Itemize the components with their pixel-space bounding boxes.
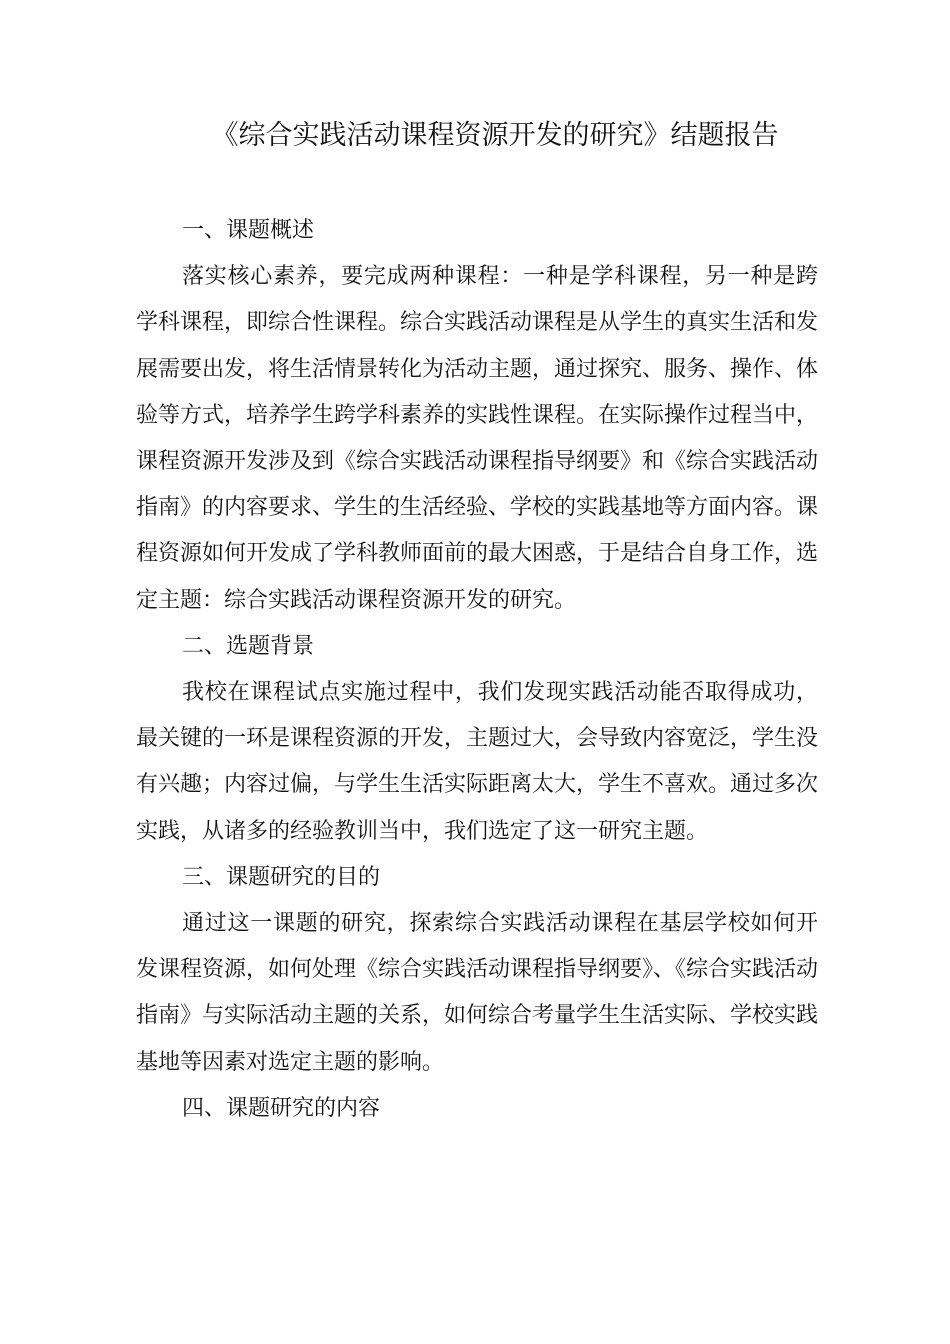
section-paragraph-background: 我校在课程试点实施过程中，我们发现实践活动能否取得成功，最关键的一环是课程资源的开发，主题过大，会导致内容宽泛，学生没有兴趣；内容过偏，与学生生活实际距离太大，学生不喜欢。通过多次实践，从诸多的经验教训当中，我们选定了这一研究主题。 (136, 680, 819, 844)
section-heading-overview: 一、课题概述 (182, 218, 315, 243)
section-heading-content: 四、课题研究的内容 (182, 1095, 381, 1121)
section-paragraph-overview: 落实核心素养，要完成两种课程：一种是学科课程，另一种是跨学科课程，即综合性课程。综合实践活动课程是从学生的真实生活和发展需要出发，将生活情景转化为活动主题，通过探究、服务、操作、体验等方式，培养学生跨学科素养的实践性课程。在实际操作过程当中，课程资源开发涉及到《综合实践活动课程指导纲要》和《综合实践活动指南》的内容要求、学生的生活经验、学校的实践基地等方面内容。课程资源如何开发成了学科教师面前的最大困惑，于是结合自身工作，选定主题：综合实践活动课程资源开发的研究。 (136, 264, 819, 613)
section-heading-purpose: 三、课题研究的目的 (182, 864, 381, 890)
document-body (136, 208, 818, 1132)
section-heading-background: 二、选题背景 (182, 633, 315, 659)
document-title: 《综合实践活动课程资源开发的研究》结题报告 (211, 120, 779, 151)
section-paragraph-purpose: 通过这一课题的研究，探索综合实践活动课程在基层学校如何开发课程资源，如何处理《综合实践活动课程指导纲要》、《综合实践活动指南》与实际活动主题的关系，如何综合考量学生生活实际、学校实践基地等因素对选定主题的影响。 (136, 911, 819, 1075)
